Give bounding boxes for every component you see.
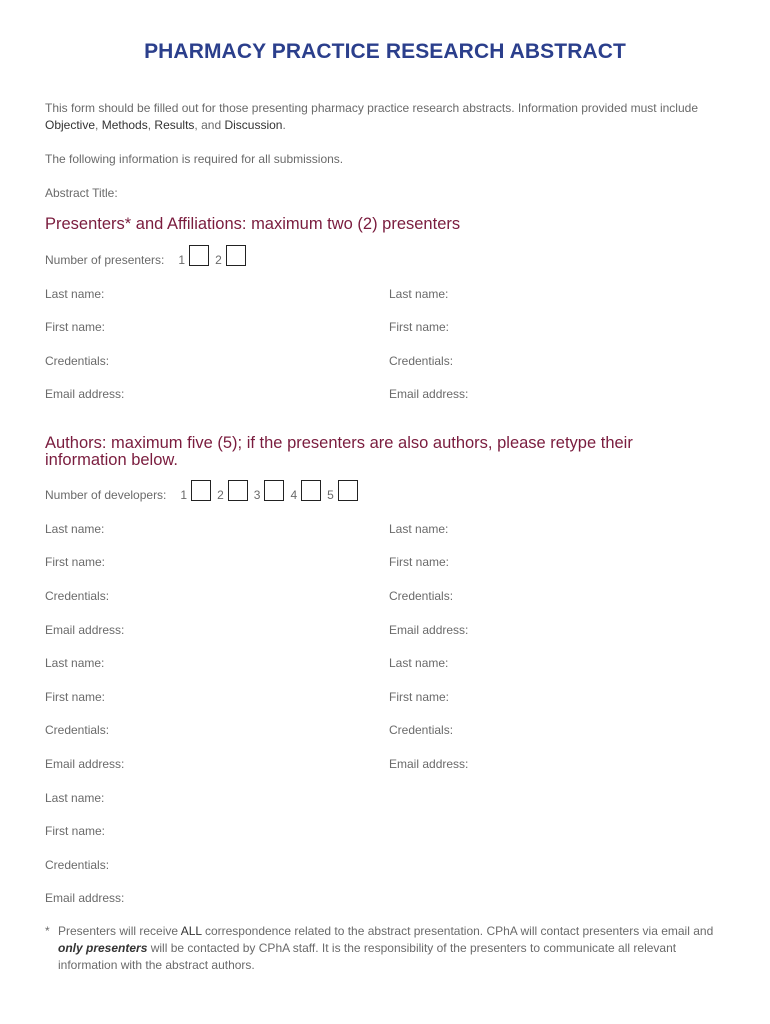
- authors-option-5-label: 5: [327, 488, 334, 502]
- presenters-option-1-label: 1: [178, 253, 186, 267]
- authors-option-4-checkbox[interactable]: [301, 480, 321, 501]
- author1-email-label: Email address:: [45, 623, 125, 637]
- author4-last-name-label: Last name:: [389, 656, 449, 670]
- presenter2-last-name-label: Last name:: [389, 287, 449, 301]
- authors-heading-line2: information below.: [45, 451, 178, 469]
- footnote: [45, 923, 730, 974]
- authors-option-3-checkbox[interactable]: [264, 480, 284, 501]
- presenter2-email-label: Email address:: [389, 387, 469, 401]
- abstract-title-label: Abstract Title:: [45, 186, 118, 200]
- page-title: PHARMACY PRACTICE RESEARCH ABSTRACT: [144, 40, 626, 63]
- authors-count-row: [45, 480, 358, 501]
- presenters-option-1-checkbox[interactable]: [189, 245, 209, 266]
- presenters-count-label: Number of presenters:: [45, 253, 165, 267]
- presenters-heading: Presenters* and Affiliations: maximum two (2) presenters: [45, 215, 461, 233]
- author4-email-label: Email address:: [389, 757, 469, 771]
- author2-first-name-label: First name:: [389, 555, 450, 569]
- author5-first-name-label: First name:: [45, 824, 106, 838]
- authors-heading: [45, 435, 735, 469]
- presenters-count-row: [45, 245, 246, 266]
- presenter1-first-name-label: First name:: [45, 320, 106, 334]
- presenter1-email-label: Email address:: [45, 387, 125, 401]
- author5-email-label: Email address:: [45, 891, 125, 905]
- authors-option-5-checkbox[interactable]: [338, 480, 358, 501]
- presenter2-credentials-label: Credentials:: [389, 354, 454, 368]
- presenters-option-2-checkbox[interactable]: [226, 245, 246, 266]
- author1-last-name-label: Last name:: [45, 522, 105, 536]
- authors-option-1-label: 1: [180, 488, 188, 502]
- author3-email-label: Email address:: [45, 757, 125, 771]
- authors-option-1-checkbox[interactable]: [191, 480, 211, 501]
- footnote-text: Presenters will receive ALL correspondence related to the abstract presentation. CPhA will contact presenters via email and only presenters will be contacted by CPhA staff. It is the responsibility of the presenters to communicate all relevant information with the abstract authors.: [58, 924, 714, 972]
- authors-option-3-label: 3: [253, 488, 261, 502]
- author4-first-name-label: First name:: [389, 690, 450, 704]
- authors-option-2-label: 2: [217, 488, 224, 502]
- author3-first-name-label: First name:: [45, 690, 106, 704]
- author1-first-name-label: First name:: [45, 555, 106, 569]
- presenter2-first-name-label: First name:: [389, 320, 450, 334]
- presenters-option-2-label: 2: [215, 253, 222, 267]
- author1-credentials-label: Credentials:: [45, 589, 110, 603]
- authors-option-2-checkbox[interactable]: [228, 480, 248, 501]
- presenter1-credentials-label: Credentials:: [45, 354, 110, 368]
- required-note: The following information is required for all submissions.: [45, 152, 344, 166]
- authors-count-label: Number of developers:: [45, 488, 167, 502]
- authors-heading-line1: Authors: maximum five (5); if the presenters are also authors, please retype their: [45, 434, 633, 452]
- author3-credentials-label: Credentials:: [45, 723, 110, 737]
- footnote-asterisk: *: [45, 924, 50, 938]
- author2-credentials-label: Credentials:: [389, 589, 454, 603]
- author2-last-name-label: Last name:: [389, 522, 449, 536]
- author5-last-name-label: Last name:: [45, 791, 105, 805]
- intro-paragraph: This form should be filled out for those presenting pharmacy practice research abstracts. Information provided must include Objective, Methods, Results, and Discussion.: [45, 101, 698, 132]
- author4-credentials-label: Credentials:: [389, 723, 454, 737]
- author2-email-label: Email address:: [389, 623, 469, 637]
- author5-credentials-label: Credentials:: [45, 858, 110, 872]
- author3-last-name-label: Last name:: [45, 656, 105, 670]
- authors-option-4-label: 4: [290, 488, 298, 502]
- presenter1-last-name-label: Last name:: [45, 287, 105, 301]
